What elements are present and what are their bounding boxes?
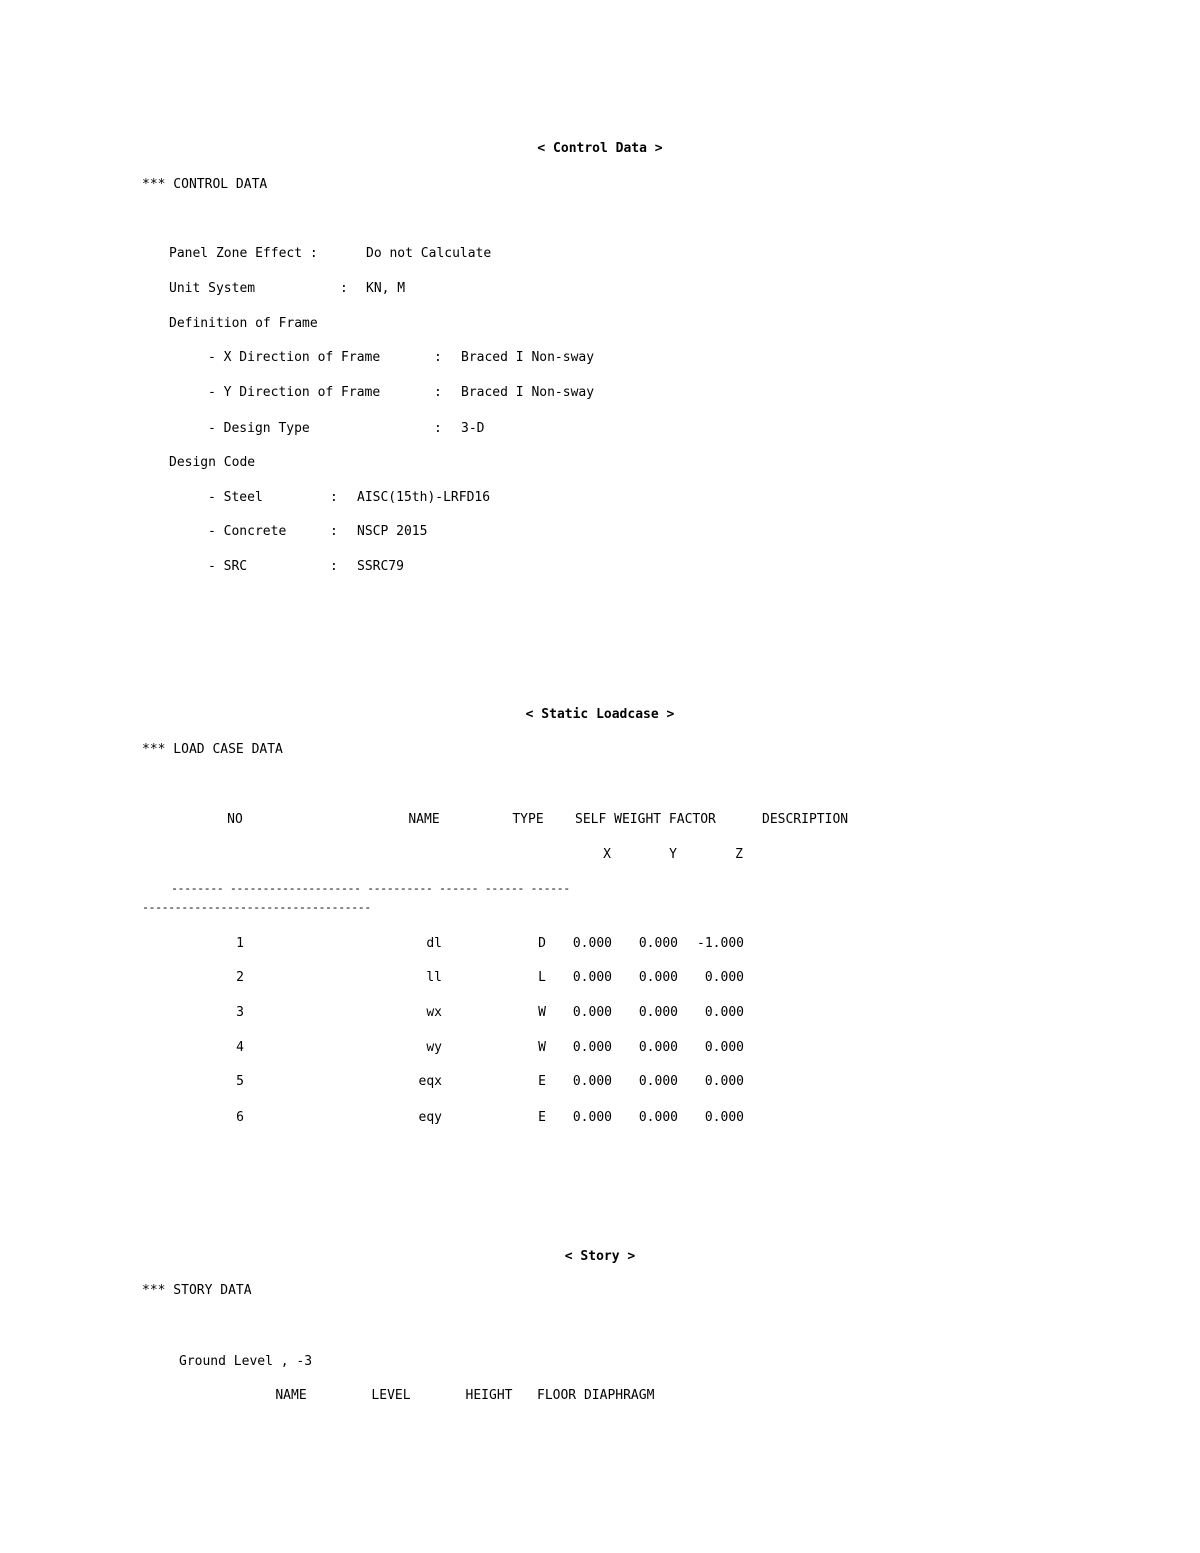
row-no: 5 (236, 1074, 244, 1089)
column-header-type: TYPE (512, 812, 544, 827)
ground-level-line: Ground Level , -3 (179, 1354, 313, 1369)
panel-zone-label: Panel Zone Effect : (169, 246, 318, 261)
row-y-factor: 0.000 (638, 1040, 678, 1055)
row-x-factor: 0.000 (572, 1040, 612, 1055)
row-y-factor: 0.000 (638, 1110, 678, 1125)
y-direction-separator: : (434, 385, 442, 400)
row-z-factor: -1.000 (697, 936, 744, 951)
y-direction-label: - Y Direction of Frame (208, 385, 381, 400)
design-type-label: - Design Type (208, 421, 310, 436)
x-direction-value: Braced I Non-sway (461, 350, 595, 365)
row-no: 3 (236, 1005, 244, 1020)
story-column-level: LEVEL (371, 1388, 411, 1403)
row-x-factor: 0.000 (572, 1074, 612, 1089)
row-type: W (538, 1005, 546, 1020)
row-name: eqy (418, 1110, 442, 1125)
steel-code-separator: : (330, 490, 338, 505)
story-column-height: HEIGHT (465, 1388, 513, 1403)
row-type: D (538, 936, 546, 951)
unit-system-separator: : (340, 281, 348, 296)
column-header-x: X (603, 847, 611, 862)
loadcase-section-title: < Static Loadcase > (525, 707, 675, 722)
row-x-factor: 0.000 (572, 1005, 612, 1020)
row-y-factor: 0.000 (638, 1074, 678, 1089)
row-type: E (538, 1074, 546, 1089)
design-type-separator: : (434, 421, 442, 436)
row-z-factor: 0.000 (704, 1040, 744, 1055)
concrete-code-value: NSCP 2015 (357, 524, 428, 539)
row-type: L (538, 970, 546, 985)
row-z-factor: 0.000 (704, 970, 744, 985)
design-type-value: 3-D (461, 421, 485, 436)
frame-definition-heading: Definition of Frame (169, 316, 318, 331)
unit-system-label: Unit System (169, 281, 256, 296)
table-rule-bottom: ----------------------------------- (142, 900, 371, 914)
row-type: E (538, 1110, 546, 1125)
control-data-header: *** CONTROL DATA (142, 177, 268, 192)
column-header-name: NAME (408, 812, 440, 827)
row-name: wy (426, 1040, 442, 1055)
src-code-value: SSRC79 (357, 559, 404, 574)
design-code-heading: Design Code (169, 455, 256, 470)
story-section-title: < Story > (564, 1249, 636, 1264)
row-type: W (538, 1040, 546, 1055)
row-y-factor: 0.000 (638, 970, 678, 985)
row-no: 4 (236, 1040, 244, 1055)
row-name: dl (426, 936, 442, 951)
row-name: eqx (418, 1074, 442, 1089)
x-direction-separator: : (434, 350, 442, 365)
row-z-factor: 0.000 (704, 1110, 744, 1125)
story-data-header: *** STORY DATA (142, 1283, 252, 1298)
steel-code-value: AISC(15th)-LRFD16 (357, 490, 491, 505)
x-direction-label: - X Direction of Frame (208, 350, 381, 365)
src-code-separator: : (330, 559, 338, 574)
row-no: 2 (236, 970, 244, 985)
row-x-factor: 0.000 (572, 936, 612, 951)
row-no: 1 (236, 936, 244, 951)
row-x-factor: 0.000 (572, 970, 612, 985)
concrete-code-separator: : (330, 524, 338, 539)
row-x-factor: 0.000 (572, 1110, 612, 1125)
column-header-y: Y (669, 847, 677, 862)
src-code-label: - SRC (208, 559, 248, 574)
loadcase-data-header: *** LOAD CASE DATA (142, 742, 283, 757)
concrete-code-label: - Concrete (208, 524, 287, 539)
column-header-self-weight: SELF WEIGHT FACTOR (575, 812, 716, 827)
row-z-factor: 0.000 (704, 1074, 744, 1089)
row-name: wx (426, 1005, 442, 1020)
story-column-name: NAME (275, 1388, 307, 1403)
row-y-factor: 0.000 (638, 936, 678, 951)
column-header-z: Z (735, 847, 743, 862)
unit-system-value: KN, M (366, 281, 406, 296)
row-name: ll (426, 970, 442, 985)
y-direction-value: Braced I Non-sway (461, 385, 595, 400)
column-header-no: NO (227, 812, 243, 827)
story-column-floor-diaphragm: FLOOR DIAPHRAGM (537, 1388, 655, 1403)
table-rule-top: -------- -------------------- ---------- ------ ------ ------ (171, 881, 570, 895)
column-header-description: DESCRIPTION (762, 812, 849, 827)
row-z-factor: 0.000 (704, 1005, 744, 1020)
panel-zone-value: Do not Calculate (366, 246, 492, 261)
row-no: 6 (236, 1110, 244, 1125)
control-section-title: < Control Data > (537, 141, 663, 156)
row-y-factor: 0.000 (638, 1005, 678, 1020)
steel-code-label: - Steel (208, 490, 263, 505)
